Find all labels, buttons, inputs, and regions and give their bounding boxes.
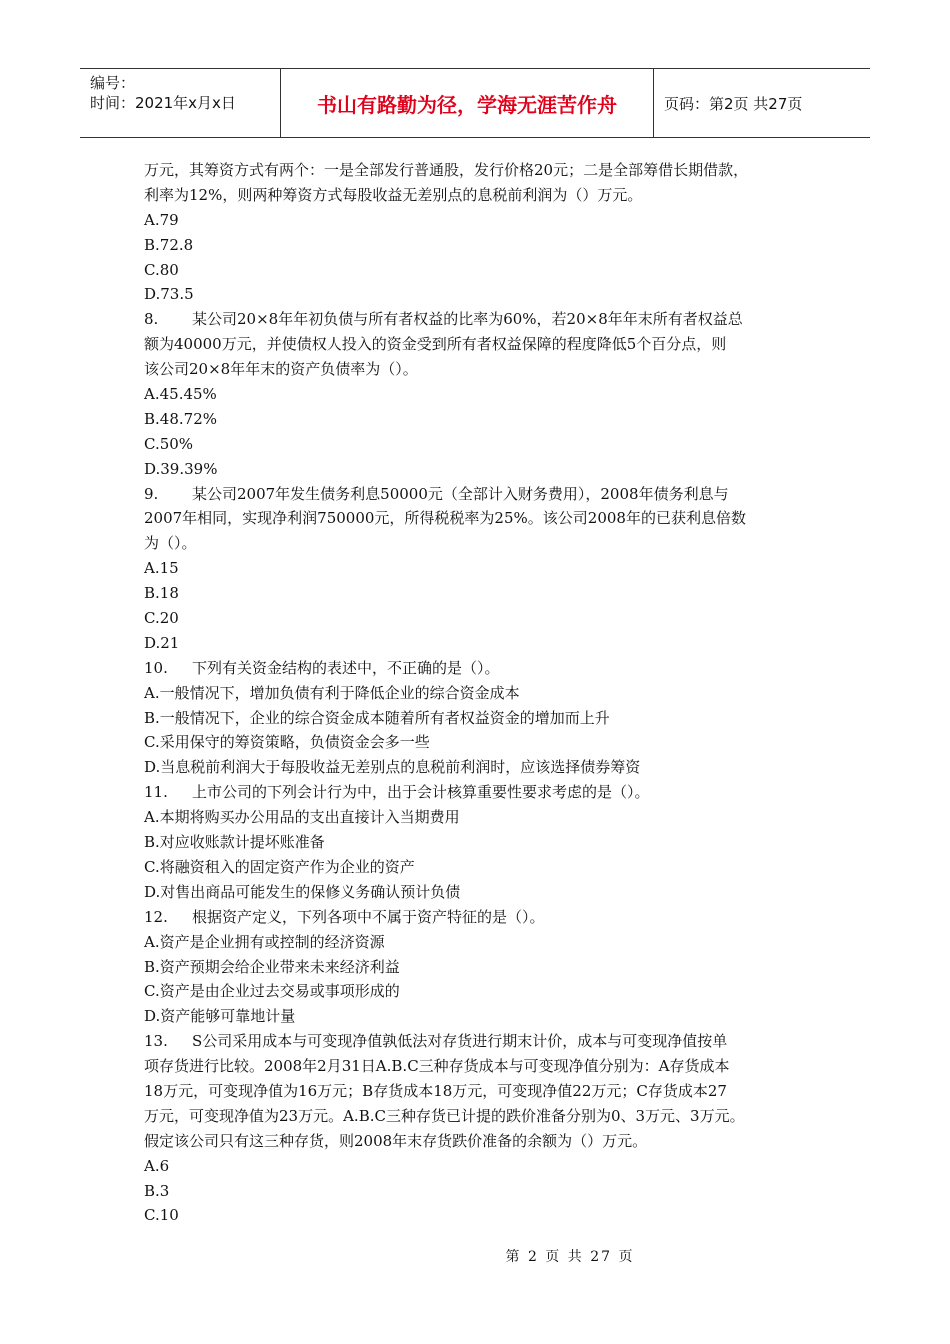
question-line — [144, 307, 824, 332]
text-line — [144, 880, 824, 905]
line-text: 万元，其筹资方式有两个：一是全部发行普通股，发行价格20元；二是全部筹借长期借款， — [144, 161, 749, 179]
line-text: A.本期将购买办公用品的支出直接计入当期费用 — [144, 808, 460, 827]
text-line — [144, 805, 824, 830]
text-line — [144, 606, 824, 631]
line-text: A.一般情况下，增加负债有利于降低企业的综合资金成本 — [144, 683, 520, 702]
line-text: 利率为12%，则两种筹资方式每股收益无差别点的息税前利润为（）万元。 — [144, 185, 643, 204]
text-line — [144, 1179, 824, 1204]
question-number: 8. — [144, 310, 159, 329]
text-line — [144, 432, 824, 457]
text-line — [144, 183, 824, 208]
header-page-label: 页码：第2页 共27页 — [664, 94, 803, 113]
text-line — [144, 1203, 824, 1228]
text-line — [144, 282, 824, 307]
line-text: D.资产能够可靠地计量 — [144, 1007, 296, 1026]
line-text: B.对应收账款计提坏账准备 — [144, 833, 325, 852]
line-text: D.21 — [144, 633, 180, 652]
page-header — [80, 68, 870, 138]
line-text: 某公司2007年发生债务利息50000元（全部计入财务费用），2008年债务利息与 — [192, 484, 729, 503]
line-text: 假定该公司只有这三种存货，则2008年末存货跌价准备的余额为（）万元。 — [144, 1131, 648, 1150]
text-line — [144, 457, 824, 482]
line-text: B.48.72% — [144, 409, 217, 428]
text-line — [144, 531, 824, 556]
line-text: D.对售出商品可能发生的保修义务确认预计负债 — [144, 882, 461, 901]
text-line — [144, 407, 824, 432]
question-number: 11. — [144, 783, 168, 802]
text-line — [144, 1004, 824, 1029]
text-line — [144, 979, 824, 1004]
text-line — [144, 332, 824, 357]
document-body — [144, 158, 824, 1228]
question-line — [144, 1029, 824, 1054]
line-text: C.50% — [144, 434, 194, 453]
text-line — [144, 1154, 824, 1179]
text-line — [144, 556, 824, 581]
question-number: 13. — [144, 1032, 168, 1051]
line-text: B.一般情况下，企业的综合资金成本随着所有者权益资金的增加而上升 — [144, 708, 610, 727]
line-text: 下列有关资金结构的表述中，不正确的是（）。 — [192, 658, 500, 677]
question-line — [144, 780, 824, 805]
text-line — [144, 681, 824, 706]
text-line — [144, 158, 824, 183]
line-text: B.3 — [144, 1181, 170, 1200]
line-text: C.将融资租入的固定资产作为企业的资产 — [144, 857, 415, 876]
text-line — [144, 930, 824, 955]
text-line — [144, 357, 824, 382]
line-text: S公司采用成本与可变现净值孰低法对存货进行期末计价，成本与可变现净值按单 — [192, 1032, 728, 1051]
line-text: B.资产预期会给企业带来未来经济利益 — [144, 957, 400, 976]
line-text: C.资产是由企业过去交易或事项形成的 — [144, 982, 400, 1001]
line-text: D.73.5 — [144, 285, 194, 304]
line-text: 为（）。 — [144, 534, 197, 553]
line-text: 项存货进行比较。2008年2月31日A.B.C三种存货成本与可变现净值分别为：A存货成本 — [144, 1057, 730, 1076]
time-label: 时间：2021年x月x日 — [90, 94, 236, 112]
line-text: 2007年相同，实现净利润750000元，所得税税率为25%。该公司2008年的已获利息倍数 — [144, 509, 746, 528]
line-text: A.资产是企业拥有或控制的经济资源 — [144, 932, 385, 951]
question-number: 10. — [144, 658, 168, 677]
text-line — [144, 730, 824, 755]
page-footer: 第 2 页 共 27 页 — [505, 1249, 635, 1265]
line-text: A.15 — [144, 559, 179, 578]
header-motto: 书山有路勤为径，学海无涯苦作舟 — [281, 69, 654, 137]
line-text: D.39.39% — [144, 459, 218, 478]
text-line — [144, 830, 824, 855]
text-line — [144, 258, 824, 283]
text-line — [144, 382, 824, 407]
line-text: 18万元，可变现净值为16万元；B存货成本18万元，可变现净值22万元；C存货成本27 — [144, 1081, 727, 1100]
line-text: B.18 — [144, 584, 179, 603]
line-text: C.10 — [144, 1206, 179, 1225]
line-text: 根据资产定义，下列各项中不属于资产特征的是（）。 — [192, 907, 545, 926]
line-text: D.当息税前利润大于每股收益无差别点的息税前利润时，应该选择债券筹资 — [144, 758, 641, 777]
line-text: C.20 — [144, 609, 179, 628]
line-text: 万元，可变现净值为23万元。A.B.C三种存货已计提的跌价准备分别为0、3万元、3万元。 — [144, 1106, 745, 1125]
text-line — [144, 581, 824, 606]
line-text: C.采用保守的筹资策略，负债资金会多一些 — [144, 733, 430, 752]
question-number: 9. — [144, 484, 159, 503]
line-text: A.6 — [144, 1156, 170, 1175]
text-line — [144, 1129, 824, 1154]
line-text: B.72.8 — [144, 235, 194, 254]
question-line — [144, 482, 824, 507]
question-number: 12. — [144, 907, 168, 926]
text-line — [144, 955, 824, 980]
text-line — [144, 1054, 824, 1079]
text-line — [144, 233, 824, 258]
line-text: C.80 — [144, 260, 179, 279]
question-line — [144, 656, 824, 681]
text-line — [144, 631, 824, 656]
text-line — [144, 208, 824, 233]
line-text: A.79 — [144, 210, 179, 229]
number-label: 编号： — [90, 74, 136, 92]
text-line — [144, 755, 824, 780]
text-line — [144, 706, 824, 731]
question-line — [144, 905, 824, 930]
line-text: 上市公司的下列会计行为中，出于会计核算重要性要求考虑的是（）。 — [192, 783, 650, 802]
header-meta — [80, 69, 281, 137]
line-text: A.45.45% — [144, 385, 217, 404]
text-line — [144, 855, 824, 880]
text-line — [144, 506, 824, 531]
text-line — [144, 1079, 824, 1104]
line-text: 额为40000万元，并使债权人投入的资金受到所有者权益保障的程度降低5个百分点，则 — [144, 335, 727, 354]
text-line — [144, 1104, 824, 1129]
line-text: 该公司20×8年年末的资产负债率为（）。 — [144, 360, 418, 379]
line-text: 某公司20×8年年初负债与所有者权益的比率为60%，若20×8年年末所有者权益总 — [192, 310, 743, 329]
